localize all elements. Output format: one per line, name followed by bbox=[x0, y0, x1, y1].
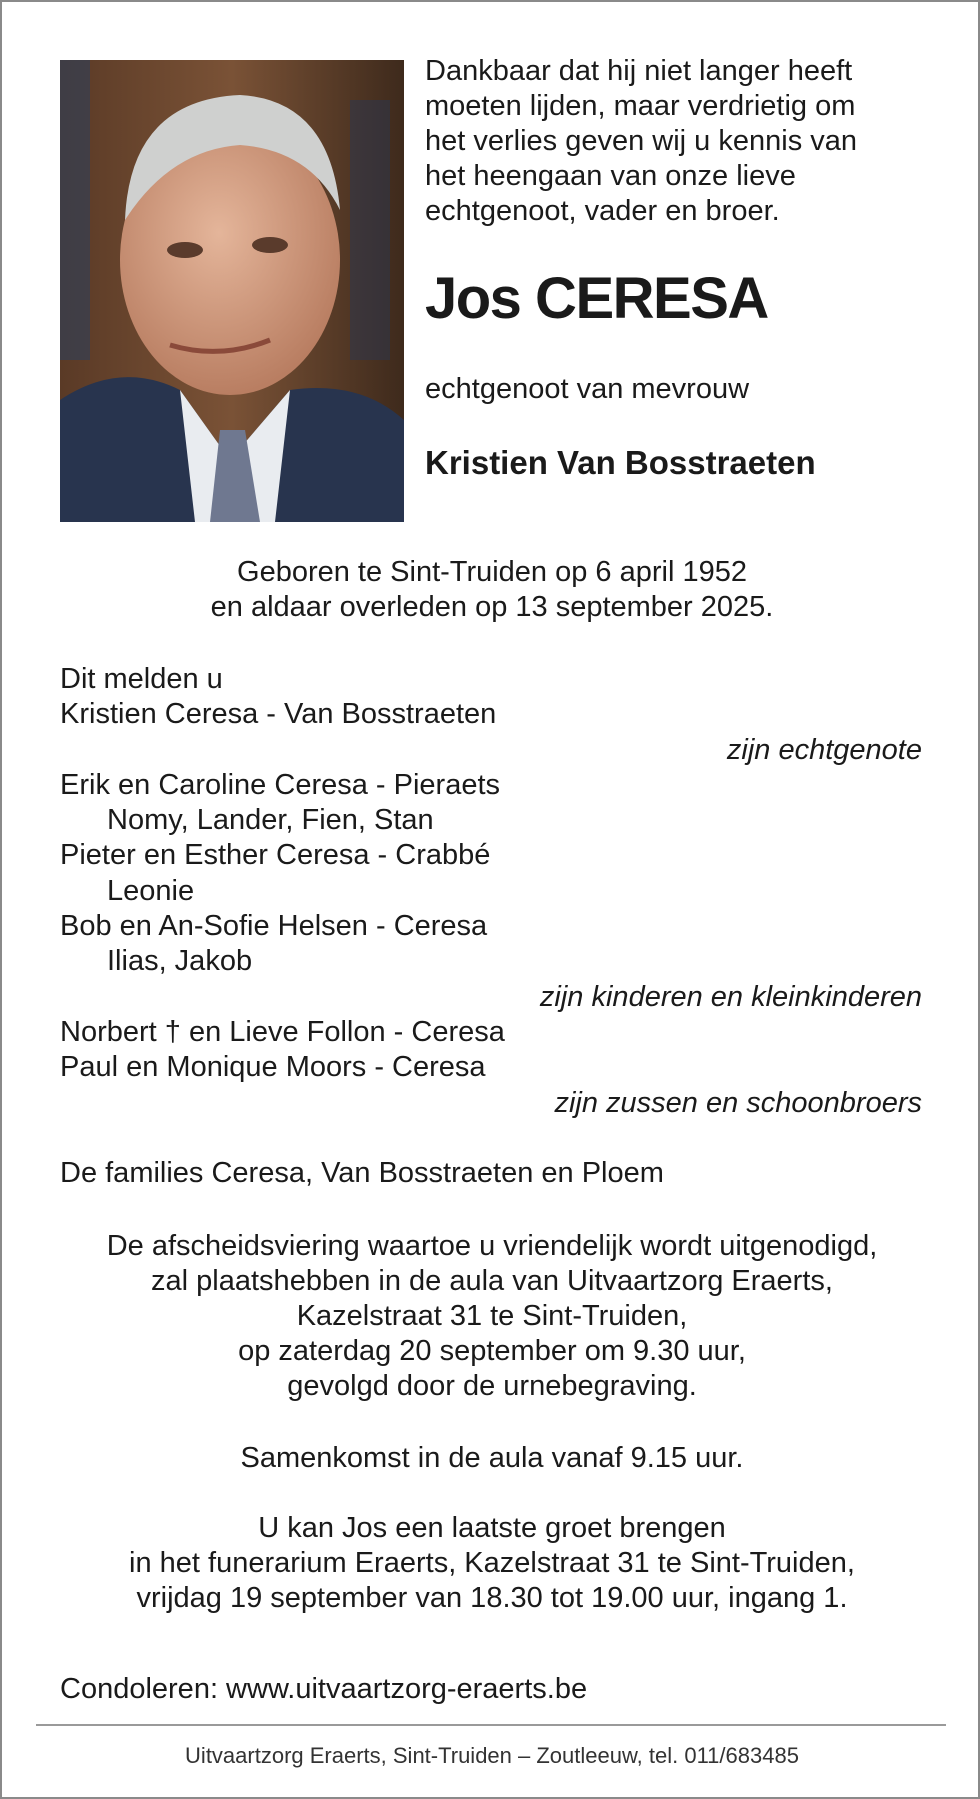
mourner-line: Kristien Ceresa - Van Bosstraeten bbox=[60, 698, 497, 731]
deceased-name: Jos CERESA bbox=[425, 266, 768, 331]
ceremony-line: Kazelstraat 31 te Sint-Truiden, bbox=[296, 1300, 688, 1332]
mourners-list bbox=[60, 662, 922, 1121]
visitation-line: in het funerarium Eraerts, Kazelstraat 31 te Sint-Truiden, bbox=[129, 1547, 855, 1579]
gathering-info: Samenkomst in de aula vanaf 9.15 uur. bbox=[240, 1442, 744, 1474]
mourner-line: Pieter en Esther Ceresa - Crabbé bbox=[60, 839, 491, 872]
mourner-line: Norbert † en Lieve Follon - Ceresa bbox=[60, 1015, 505, 1048]
intro-line: Dankbaar dat hij niet langer heeft bbox=[425, 55, 853, 87]
intro-line: echtgenoot, vader en broer. bbox=[425, 195, 780, 227]
relation-label: zijn echtgenote bbox=[726, 733, 922, 766]
mourner-line: Erik en Caroline Ceresa - Pieraets bbox=[60, 768, 501, 801]
portrait-photo bbox=[60, 60, 404, 522]
birth-death-info bbox=[2, 555, 980, 625]
funeral-home-footer: Uitvaartzorg Eraerts, Sint-Truiden – Zoutleeuw, tel. 011/683485 bbox=[185, 1743, 799, 1768]
grandchildren-line: Nomy, Lander, Fien, Stan bbox=[107, 804, 434, 837]
ceremony-line: zal plaatshebben in de aula van Uitvaartzorg Eraerts, bbox=[151, 1265, 833, 1297]
families-line: De families Ceresa, Van Bosstraeten en Ploem bbox=[60, 1157, 664, 1189]
spouse-prefix: echtgenoot van mevrouw bbox=[425, 373, 750, 405]
mourner-line: Paul en Monique Moors - Ceresa bbox=[60, 1051, 486, 1084]
visitation-line: U kan Jos een laatste groet brengen bbox=[258, 1512, 726, 1544]
birth-line: Geboren te Sint-Truiden op 6 april 1952 bbox=[237, 556, 747, 588]
portrait-image bbox=[60, 60, 404, 522]
intro-line: moeten lijden, maar verdrietig om bbox=[425, 90, 856, 122]
intro-text bbox=[425, 54, 945, 229]
mourner-line: Dit melden u bbox=[60, 663, 223, 695]
spouse-name: Kristien Van Bosstraeten bbox=[425, 444, 816, 481]
visitation-info bbox=[2, 1511, 980, 1616]
relation-label: zijn zussen en schoonbroers bbox=[554, 1086, 922, 1119]
condolence-link[interactable]: Condoleren: www.uitvaartzorg-eraerts.be bbox=[60, 1673, 588, 1705]
grandchildren-line: Ilias, Jakob bbox=[107, 945, 253, 978]
relation-label: zijn kinderen en kleinkinderen bbox=[539, 980, 922, 1013]
intro-line: het heengaan van onze lieve bbox=[425, 160, 796, 192]
grandchildren-line: Leonie bbox=[107, 874, 195, 907]
ceremony-info bbox=[2, 1229, 980, 1404]
footer-divider bbox=[36, 1724, 946, 1726]
ceremony-line: gevolgd door de urnebegraving. bbox=[287, 1370, 697, 1402]
mourner-line: Bob en An-Sofie Helsen - Ceresa bbox=[60, 910, 488, 943]
visitation-line: vrijdag 19 september van 18.30 tot 19.00 uur, ingang 1. bbox=[136, 1582, 848, 1614]
ceremony-line: op zaterdag 20 september om 9.30 uur, bbox=[238, 1335, 746, 1367]
ceremony-line: De afscheidsviering waartoe u vriendelijk wordt uitgenodigd, bbox=[106, 1230, 878, 1262]
death-line: en aldaar overleden op 13 september 2025. bbox=[210, 591, 774, 623]
intro-line: het verlies geven wij u kennis van bbox=[425, 125, 858, 157]
